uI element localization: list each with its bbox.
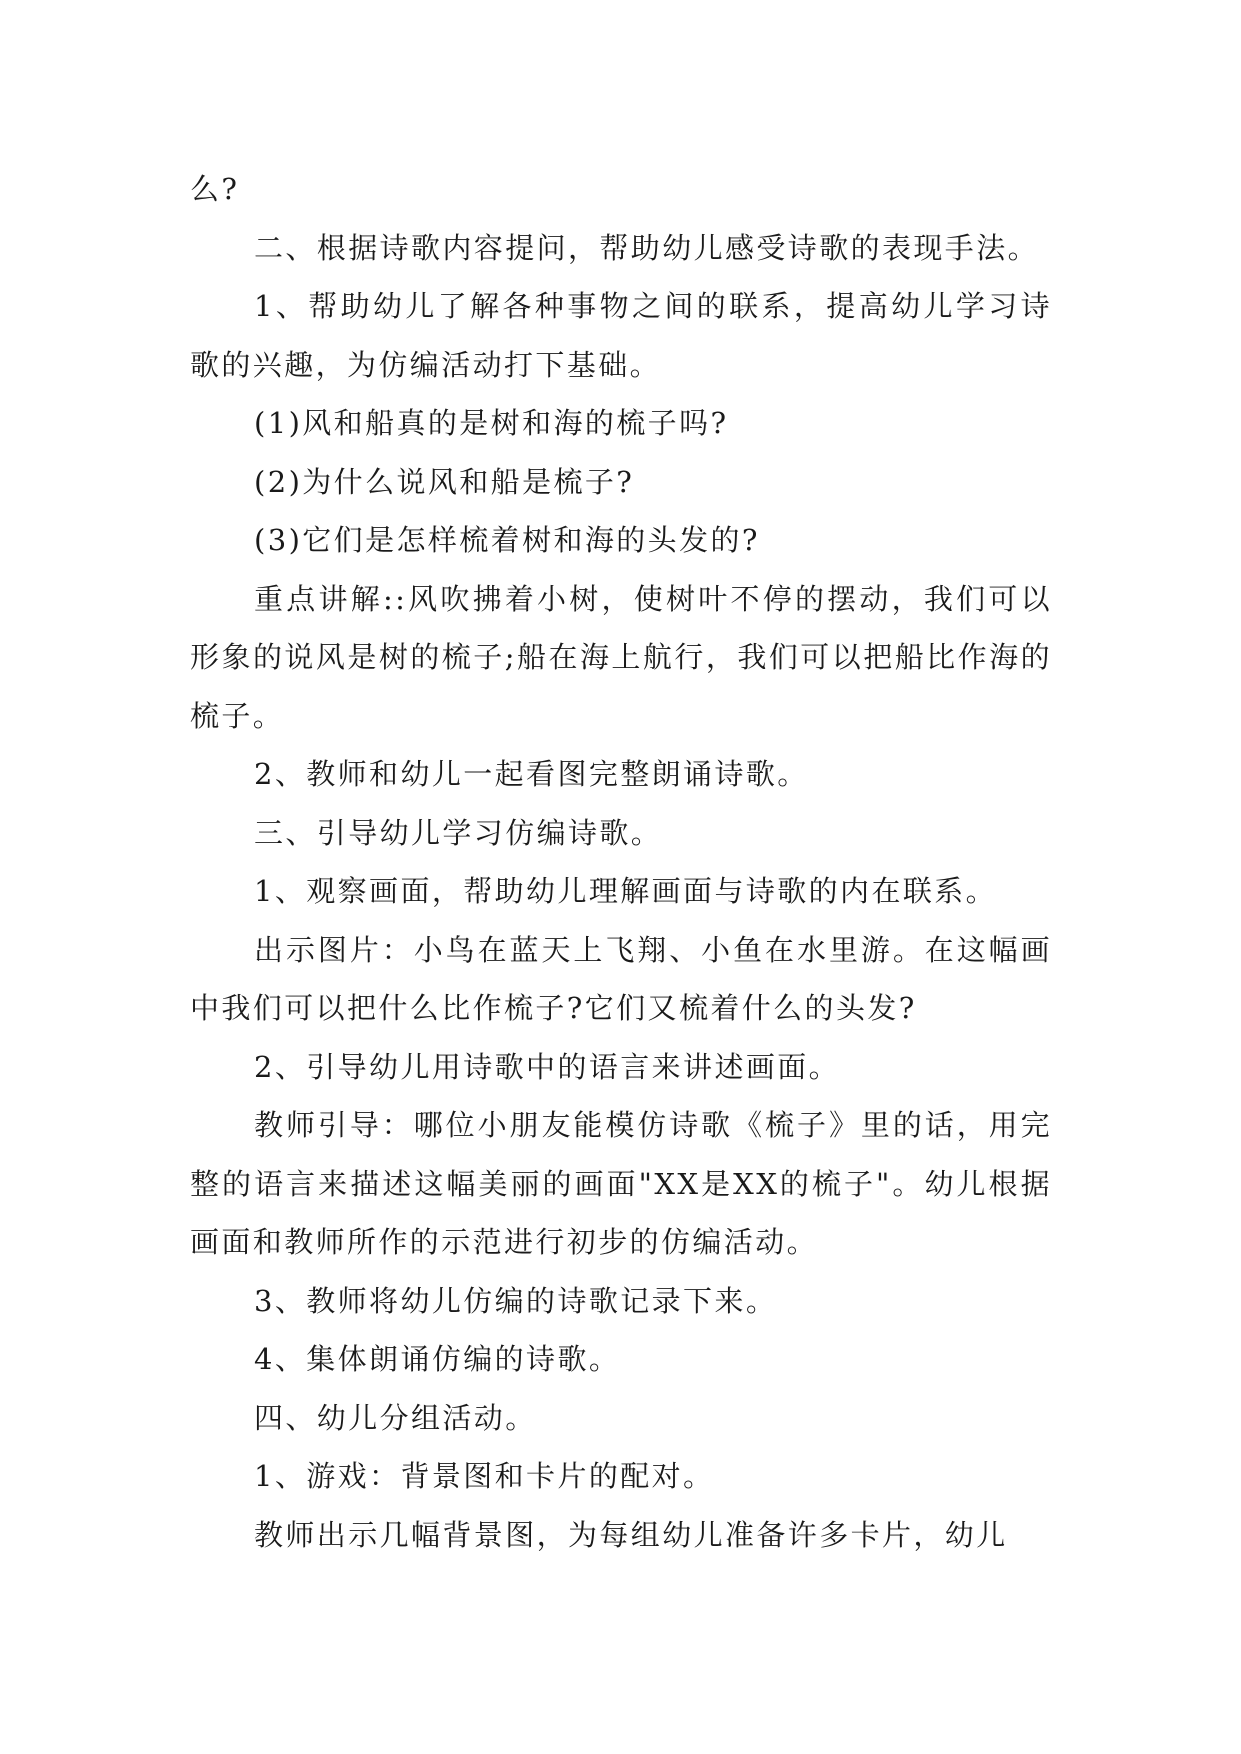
- question-item: (1)风和船真的是树和海的梳子吗?: [254, 406, 729, 440]
- section-heading-3: 三、引导幼儿学习仿编诗歌。: [254, 815, 663, 850]
- section-heading-4: 四、幼儿分组活动。: [254, 1400, 537, 1435]
- document-body: [190, 160, 1052, 1564]
- question-item: (3)它们是怎样梳着树和海的头发的?: [254, 523, 760, 557]
- body-paragraph: 教师出示几幅背景图，为每组幼儿准备许多卡片，幼儿: [254, 1517, 1008, 1552]
- key-explanation: 重点讲解::风吹拂着小树，使树叶不停的摆动，我们可以形象的说风是树的梳子;船在海上航行，我们可以把船比作海的梳子。: [190, 581, 1052, 733]
- list-item: 4、集体朗诵仿编的诗歌。: [254, 1342, 621, 1376]
- list-item: 3、教师将幼儿仿编的诗歌记录下来。: [254, 1283, 778, 1318]
- body-paragraph: 出示图片：小鸟在蓝天上飞翔、小鱼在水里游。在这幅画中我们可以把什么比作梳子?它们又梳着什么的头发?: [190, 932, 1052, 1025]
- list-item: 1、游戏：背景图和卡片的配对。: [254, 1459, 715, 1493]
- list-item: 2、引导幼儿用诗歌中的语言来讲述画面。: [254, 1049, 841, 1084]
- list-item: 1、帮助幼儿了解各种事物之间的联系，提高幼儿学习诗歌的兴趣，为仿编活动打下基础。: [190, 289, 1052, 382]
- question-item: (2)为什么说风和船是梳子?: [254, 464, 635, 499]
- section-heading-2: 二、根据诗歌内容提问，帮助幼儿感受诗歌的表现手法。: [254, 230, 1040, 265]
- paragraph-continuation: 么?: [190, 172, 240, 206]
- list-item: 2、教师和幼儿一起看图完整朗诵诗歌。: [254, 757, 809, 791]
- list-item: 1、观察画面，帮助幼儿理解画面与诗歌的内在联系。: [254, 874, 998, 908]
- body-paragraph: 教师引导：哪位小朋友能模仿诗歌《梳子》里的话，用完整的语言来描述这幅美丽的画面"XX是XX的梳子"。幼儿根据画面和教师所作的示范进行初步的仿编活动。: [190, 1108, 1052, 1259]
